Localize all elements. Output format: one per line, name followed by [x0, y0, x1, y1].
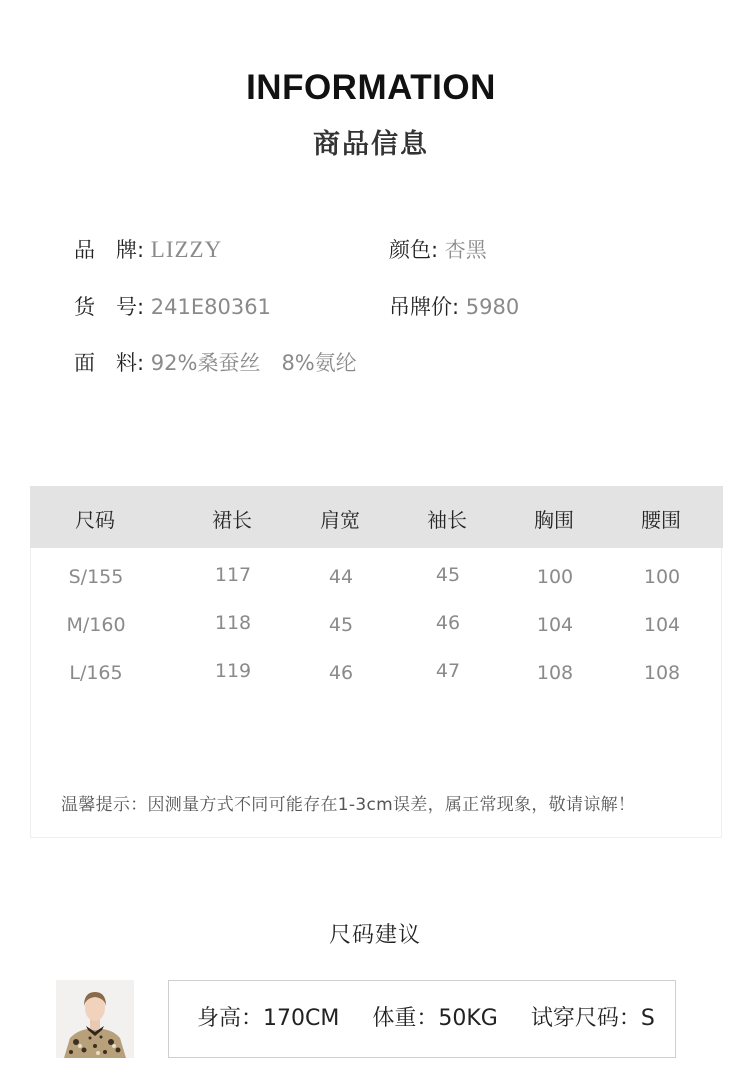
brand-label: 品 牌:: [74, 238, 145, 262]
table-cell: L/165: [69, 662, 123, 684]
table-cell: 119: [214, 660, 252, 682]
color-row: [389, 234, 487, 264]
header-shoulder: 肩宽: [320, 508, 360, 532]
fabric-label: 面 料:: [74, 351, 145, 375]
table-cell: 118: [214, 612, 252, 634]
page-title-en: INFORMATION: [246, 68, 496, 107]
header-size: 尺码: [75, 508, 115, 532]
table-cell: 104: [536, 614, 574, 636]
header-sleeve: 袖长: [427, 508, 467, 532]
size-table: [30, 486, 722, 838]
size-recommendation-title: 尺码建议: [328, 923, 421, 948]
price-row: [389, 291, 519, 321]
table-cell: 44: [328, 566, 354, 588]
table-cell: 46: [435, 612, 461, 634]
price-label: 吊牌价:: [389, 295, 460, 319]
recommendation-bubble: [168, 980, 676, 1058]
sku-label: 货 号:: [74, 295, 145, 319]
page-title-cn: 商品信息: [313, 129, 429, 160]
price-value: 5980: [465, 295, 520, 319]
header-chest: 胸围: [534, 508, 574, 532]
brand-value: LIZZY: [150, 237, 223, 262]
sku-row: [74, 291, 271, 321]
brand-row: [74, 234, 222, 264]
table-cell: M/160: [66, 614, 126, 636]
table-cell: 104: [643, 614, 681, 636]
table-cell: 45: [328, 614, 354, 636]
table-cell: 46: [328, 662, 354, 684]
table-cell: 108: [643, 662, 681, 684]
fabric-value: 92%桑蚕丝 8%氨纶: [150, 351, 357, 375]
model-photo-icon: [56, 980, 134, 1058]
sku-value: 241E80361: [150, 295, 271, 319]
size-table-header: [30, 486, 723, 548]
model-fit-size: 试穿尺码：S: [530, 1006, 655, 1031]
color-label: 颜色:: [389, 238, 439, 262]
table-cell: 47: [435, 660, 461, 682]
model-weight: 体重：50KG: [372, 1006, 498, 1031]
model-avatar: [56, 980, 134, 1058]
color-value: 杏黑: [444, 238, 487, 262]
table-cell: S/155: [68, 566, 124, 588]
table-cell: 100: [536, 566, 574, 588]
header-dress-length: 裙长: [212, 508, 252, 532]
measurement-tip: 温馨提示：因测量方式不同可能存在1-3cm误差，属正常现象，敬请谅解！: [61, 795, 636, 815]
model-height: 身高：170CM: [197, 1006, 340, 1031]
fabric-row: [74, 347, 357, 377]
table-cell: 117: [214, 564, 252, 586]
table-cell: 100: [643, 566, 681, 588]
table-cell: 45: [435, 564, 461, 586]
table-cell: 108: [536, 662, 574, 684]
header-waist: 腰围: [641, 508, 681, 532]
